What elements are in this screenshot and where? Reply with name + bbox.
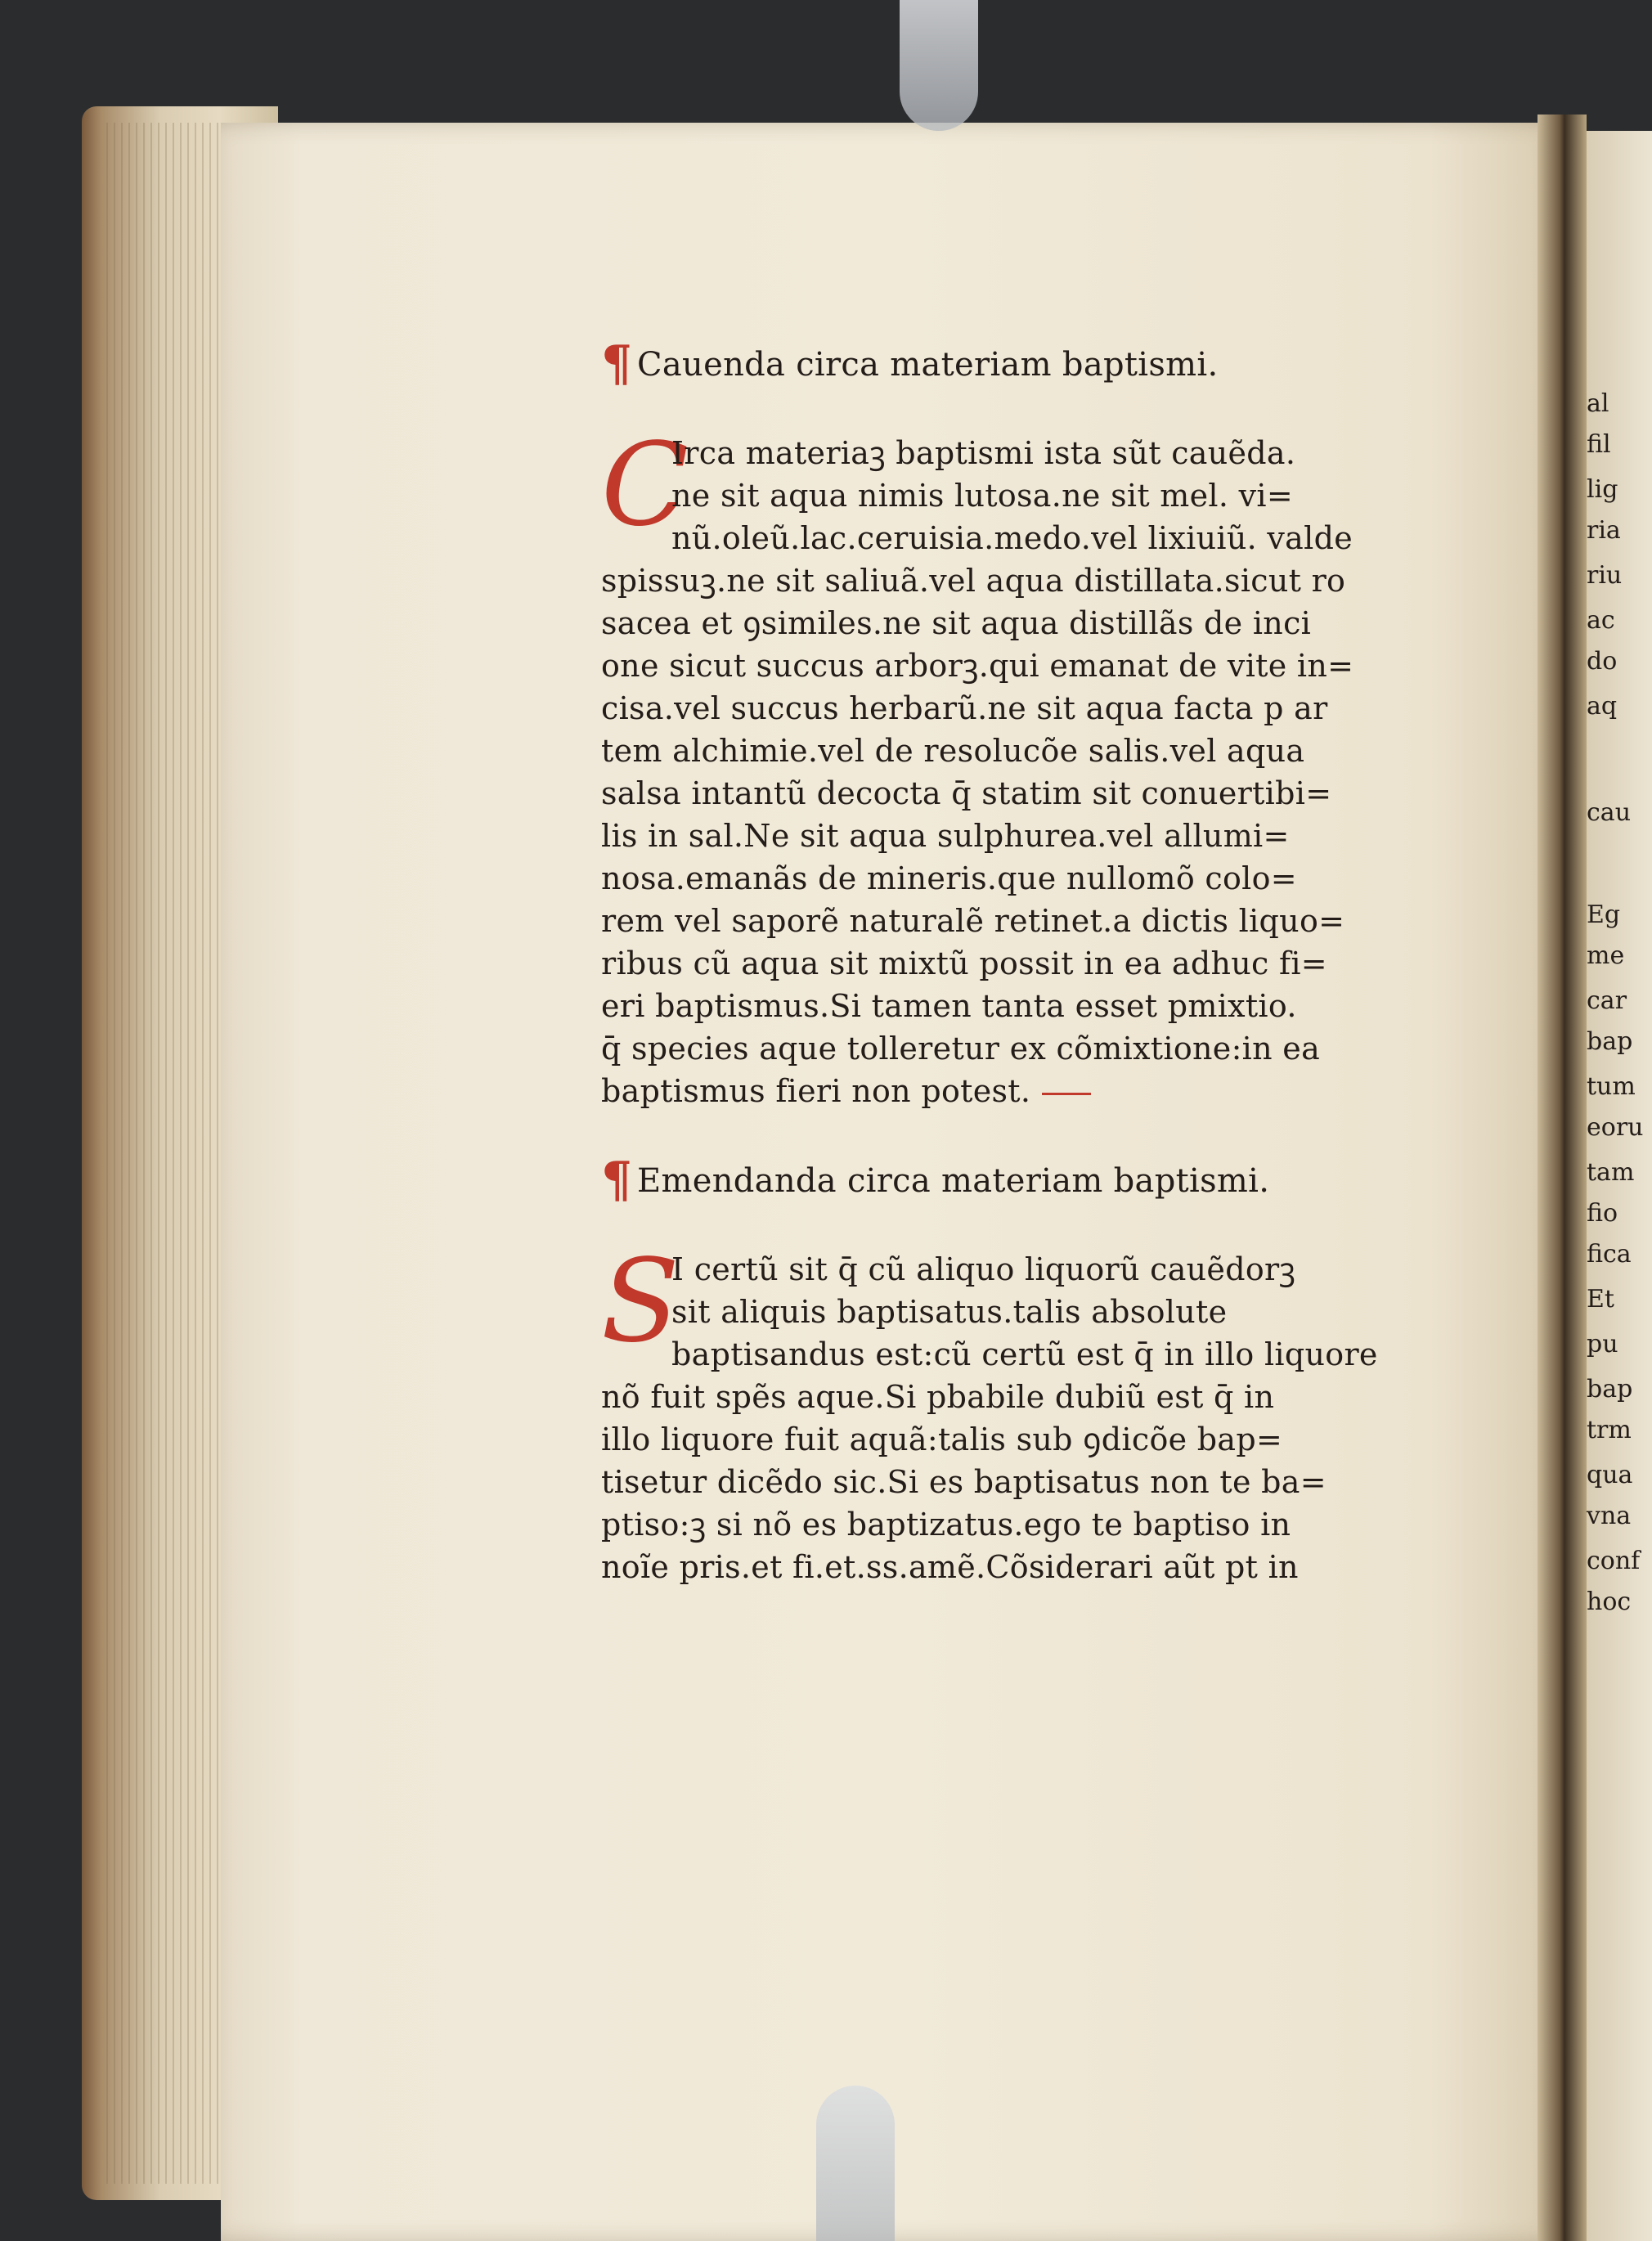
- text-line: q̄ species aque tolleretur ex cõmixtione:in ea: [601, 1031, 1321, 1067]
- text-line: sacea et ꝯsimiles.ne sit aqua distillãs de inci: [601, 605, 1312, 641]
- facing-page-line: vna: [1587, 1502, 1632, 1530]
- facing-page-line: al: [1587, 389, 1609, 418]
- text-line: cisa.vel succus herbarũ.ne sit aqua facta p ar: [601, 690, 1328, 726]
- text-line: I certũ sit q̄ cũ aliquo liquorũ cauẽdorꝫ: [671, 1251, 1296, 1287]
- book-gutter: [1538, 115, 1587, 2241]
- rubric-line-filler: [1042, 1093, 1091, 1095]
- facing-page-line: ac: [1587, 606, 1615, 635]
- text-line: ribus cũ aqua sit mixtũ possit in ea adhuc fi=: [601, 945, 1327, 981]
- facing-page-line: bap: [1587, 1375, 1633, 1403]
- facing-page-line: conf: [1587, 1547, 1641, 1575]
- facing-page-line: pu: [1587, 1330, 1618, 1359]
- facing-page-line: trm: [1587, 1416, 1632, 1444]
- text-line: ne sit aqua nimis lutosa.ne sit mel. vi=: [671, 478, 1293, 514]
- text-line: tisetur dicẽdo sic.Si es baptisatus non te ba=: [601, 1464, 1327, 1500]
- rubricated-initial: S: [601, 1235, 680, 1368]
- facing-page-line: Et: [1587, 1285, 1614, 1314]
- facing-page-line: tam: [1587, 1158, 1635, 1187]
- section-heading-1: ¶ Cauenda circa materiam baptismi.: [601, 335, 1219, 393]
- facing-page-line: qua: [1587, 1461, 1633, 1489]
- facing-page-line: lig: [1587, 475, 1618, 504]
- text-line: eri baptismus.Si tamen tanta esset pmixtio.: [601, 988, 1297, 1024]
- facing-page-line: me: [1587, 941, 1625, 970]
- text-line: one sicut succus arborꝫ.qui emanat de vite in=: [601, 648, 1354, 684]
- facing-page-line: fica: [1587, 1240, 1632, 1269]
- section-heading-2: ¶ Emendanda circa materiam baptismi.: [601, 1152, 1270, 1209]
- text-line: Irca materiaꝫ baptismi ista sũt cauẽda.: [671, 435, 1296, 471]
- paragraph-1: [601, 419, 1354, 1112]
- text-line: nũ.oleũ.lac.ceruisia.medo.vel lixiuiũ. valde: [671, 520, 1353, 556]
- facing-page-line: riu: [1587, 561, 1623, 590]
- text-line-last: baptismus fieri non potest.: [601, 1070, 1353, 1112]
- text-line: rem vel saporẽ naturalẽ retinet.a dictis liquo=: [601, 903, 1345, 939]
- facing-page-line: fio: [1587, 1199, 1618, 1228]
- text-line: tem alchimie.vel de resolucõe salis.vel aqua: [601, 733, 1305, 769]
- rubricated-initial: C: [601, 419, 689, 552]
- text-line: nõ fuit spẽs aque.Si pbabile dubiũ est q̄ in: [601, 1379, 1275, 1415]
- text-line: sit aliquis baptisatus.talis absolute: [671, 1294, 1228, 1330]
- text-line: illo liquore fuit aquã:talis sub ꝯdicõe bap=: [601, 1421, 1283, 1457]
- facing-page-line: eoru: [1587, 1113, 1644, 1142]
- page-text: [601, 335, 1378, 1588]
- text-line: noĩe pris.et fi.et.ss.amẽ.Cõsiderari aũt pt in: [601, 1549, 1299, 1585]
- text-line: salsa intantũ decocta q̄ statim sit conuertibi=: [601, 775, 1332, 811]
- text-line: spissuꝫ.ne sit saliuã.vel aqua distillata.sicut ro: [601, 563, 1346, 599]
- facing-page-line: car: [1587, 986, 1627, 1015]
- facing-page-line: hoc: [1587, 1588, 1632, 1616]
- pilcrow-icon: ¶: [601, 1152, 633, 1209]
- page-clip-bottom: [816, 2086, 895, 2241]
- text-line: ptiso:ꝫ si nõ es baptizatus.ego te baptiso in: [601, 1507, 1291, 1543]
- facing-page-line: tum: [1587, 1072, 1636, 1101]
- page-clip-top: [900, 0, 978, 131]
- facing-page-line: ria: [1587, 516, 1621, 545]
- text-line: lis in sal.Ne sit aqua sulphurea.vel allumi=: [601, 818, 1290, 854]
- text-line: nosa.emanãs de mineris.que nullomõ colo=: [601, 860, 1297, 896]
- paragraph-2: [601, 1235, 1378, 1588]
- facing-page-line: bap: [1587, 1027, 1633, 1056]
- text-line: baptisandus est:cũ certũ est q̄ in illo liquore: [671, 1336, 1378, 1372]
- facing-page-line: fil: [1587, 430, 1611, 459]
- facing-page-line: aq: [1587, 692, 1618, 721]
- facing-page-line: cau: [1587, 798, 1632, 827]
- facing-page-line: do: [1587, 647, 1618, 676]
- pilcrow-icon: ¶: [601, 335, 633, 393]
- facing-page-line: Eg: [1587, 900, 1621, 929]
